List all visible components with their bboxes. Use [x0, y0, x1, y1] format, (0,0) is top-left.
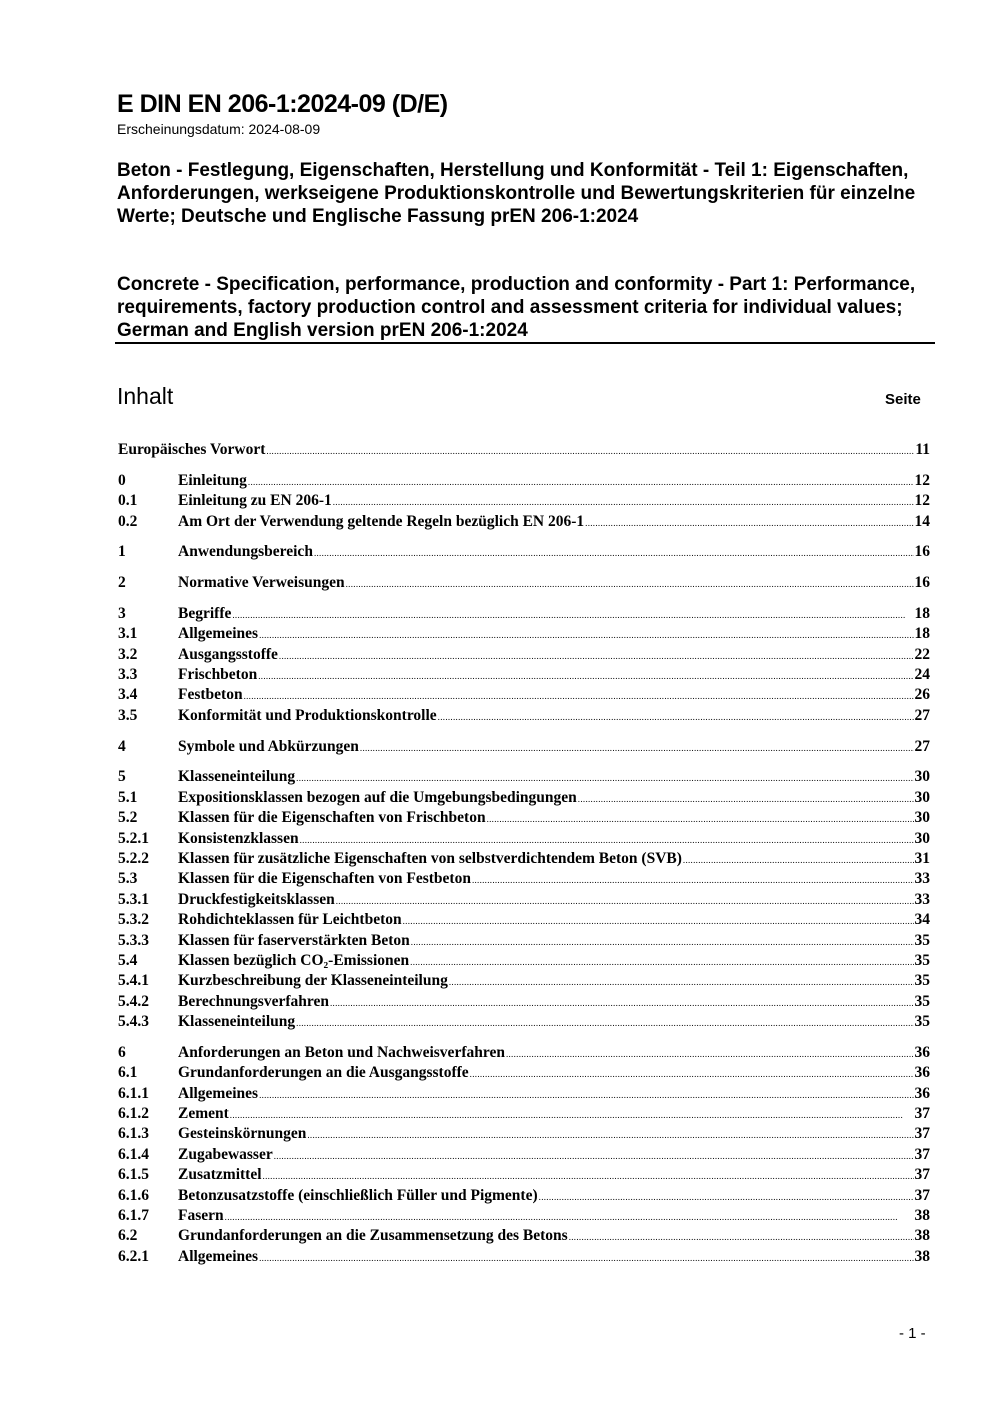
toc-entry-label: Einleitung zu EN 206-1	[178, 492, 332, 510]
toc-entry-page: 33	[914, 890, 930, 908]
toc-entry-page: 38	[914, 1207, 930, 1225]
toc-entry[interactable]	[118, 1043, 930, 1063]
title-divider	[115, 342, 935, 344]
toc-entry-number: 6.1.1	[118, 1084, 149, 1102]
toc-entry[interactable]	[118, 1012, 930, 1032]
toc-entry-label: Klassen für die Eigenschaften von Frischbeton	[178, 809, 486, 827]
toc-dot-leader	[578, 788, 914, 808]
toc-dot-leader	[296, 767, 913, 787]
toc-entry-page: 30	[914, 829, 930, 847]
toc-entry-label: Festbeton	[178, 686, 243, 704]
toc-entry[interactable]	[118, 624, 930, 644]
toc-entry-label: Normative Verweisungen	[178, 574, 345, 592]
toc-entry-number: 5.2.2	[118, 849, 149, 867]
table-of-contents	[118, 440, 930, 1267]
toc-dot-leader	[539, 1186, 914, 1206]
toc-dot-leader	[438, 706, 914, 726]
toc-entry[interactable]	[118, 808, 930, 828]
toc-entry-label: Konformität und Produktionskontrolle	[178, 706, 437, 724]
toc-entry-number: 6.1.2	[118, 1105, 149, 1123]
toc-entry-page: 38	[914, 1227, 930, 1245]
toc-entry[interactable]	[118, 1247, 930, 1267]
toc-entry-page: 31	[914, 849, 930, 867]
toc-entry-page: 33	[914, 870, 930, 888]
toc-entry-page: 37	[914, 1145, 930, 1163]
toc-entry-number: 6.1	[118, 1064, 138, 1082]
toc-entry[interactable]	[118, 1186, 930, 1206]
toc-entry-number: 3.4	[118, 686, 138, 704]
title-german: Beton - Festlegung, Eigenschaften, Herstellung und Konformität - Teil 1: Eigenschaften, Anforderungen, werkseigene Produktionskontrolle und Bewertungskriterien für einzelne Werte; Deutsche und Englische Fassung prEN 206-1:2024	[117, 160, 916, 227]
toc-entry[interactable]	[118, 971, 930, 991]
toc-dot-leader	[410, 951, 913, 971]
toc-entry[interactable]	[118, 1226, 930, 1246]
toc-entry[interactable]	[118, 737, 930, 757]
toc-entry-number: 6.2.1	[118, 1247, 149, 1265]
toc-group	[118, 767, 930, 1032]
document-id: E DIN EN 206-1:2024-09 (D/E)	[117, 90, 448, 118]
toc-entry-label: Symbole und Abkürzungen	[178, 737, 359, 755]
toc-entry-number: 5.4	[118, 951, 138, 969]
toc-entry-page: 12	[914, 471, 930, 489]
toc-entry[interactable]	[118, 706, 930, 726]
toc-dot-leader	[263, 1165, 914, 1185]
toc-entry-page: 18	[914, 604, 930, 622]
toc-entry-label: Anwendungsbereich	[178, 543, 313, 561]
toc-entry[interactable]	[118, 440, 930, 460]
toc-entry-label: Allgemeines	[178, 1247, 259, 1265]
toc-entry[interactable]	[118, 869, 930, 889]
toc-entry-label: Druckfestigkeitsklassen	[178, 890, 335, 908]
toc-entry-label: Klasseneinteilung	[178, 768, 296, 786]
toc-entry-number: 3.2	[118, 645, 138, 663]
toc-entry-page: 30	[914, 788, 930, 806]
toc-entry-label: Europäisches Vorwort	[118, 441, 266, 458]
toc-entry-page: 18	[914, 625, 930, 643]
toc-entry-page: 30	[914, 809, 930, 827]
toc-dot-leader	[683, 849, 914, 869]
toc-dot-leader	[230, 1104, 914, 1124]
toc-entry-label: Klasseneinteilung	[178, 1013, 296, 1031]
toc-entry-label: Klassen für zusätzliche Eigenschaften von selbstverdichtendem Beton (SVB)	[178, 849, 682, 867]
toc-entry-page: 35	[914, 931, 930, 949]
toc-dot-leader	[411, 931, 914, 951]
toc-dot-leader	[403, 910, 914, 930]
toc-heading: Inhalt	[117, 383, 174, 409]
toc-entry-number: 5.3.2	[118, 911, 149, 929]
toc-dot-leader	[307, 1124, 913, 1144]
toc-entry-label: Grundanforderungen an die Zusammensetzung des Betons	[178, 1227, 568, 1245]
toc-entry-number: 0.1	[118, 492, 138, 510]
toc-entry-page: 12	[914, 492, 930, 510]
toc-entry-number: 6	[118, 1043, 126, 1061]
toc-entry-label: Begriffe	[178, 604, 232, 622]
toc-entry-number: 5.4.3	[118, 1013, 149, 1031]
toc-entry-label: Klassen bezüglich CO₂-Emissionen	[178, 951, 410, 969]
toc-entry-number: 5.3	[118, 870, 138, 888]
toc-dot-leader	[274, 1145, 914, 1165]
page-number: - 1 -	[899, 1325, 926, 1342]
toc-entry-number: 5.2.1	[118, 829, 149, 847]
toc-group	[118, 737, 930, 757]
toc-dot-leader	[232, 604, 913, 624]
toc-entry-number: 0	[118, 471, 126, 489]
toc-entry-label: Fasern	[178, 1207, 224, 1225]
toc-dot-leader	[258, 665, 913, 685]
toc-entry-page: 16	[914, 574, 930, 592]
toc-dot-leader	[487, 808, 914, 828]
toc-entry-page: 14	[914, 512, 930, 530]
toc-entry-label: Rohdichteklassen für Leichtbeton	[178, 911, 402, 929]
toc-entry-number: 5.4.1	[118, 972, 149, 990]
toc-entry-page: 36	[914, 1084, 930, 1102]
toc-entry[interactable]	[118, 910, 930, 930]
toc-entry[interactable]	[118, 1084, 930, 1104]
toc-entry[interactable]	[118, 1124, 930, 1144]
toc-entry-page: 27	[914, 737, 930, 755]
toc-entry-label: Zusatzmittel	[178, 1166, 262, 1184]
toc-entry-page: 26	[914, 686, 930, 704]
toc-entry-label: Konsistenzklassen	[178, 829, 299, 847]
toc-entry-page: 24	[914, 666, 930, 684]
toc-dot-leader	[506, 1043, 914, 1063]
toc-entry-number: 5.3.3	[118, 931, 149, 949]
toc-dot-leader	[296, 1012, 913, 1032]
toc-group	[118, 573, 930, 593]
toc-entry-label: Zement	[178, 1105, 229, 1123]
toc-entry-page: 35	[914, 951, 930, 969]
toc-entry-page: 37	[914, 1105, 930, 1123]
toc-entry[interactable]	[118, 849, 930, 869]
toc-entry-number: 6.1.3	[118, 1125, 149, 1143]
toc-entry[interactable]	[118, 512, 930, 532]
toc-entry[interactable]	[118, 767, 930, 787]
toc-dot-leader	[314, 542, 914, 562]
toc-entry-number: 5	[118, 768, 126, 786]
toc-entry[interactable]	[118, 788, 930, 808]
toc-entry[interactable]	[118, 471, 930, 491]
toc-entry-number: 2	[118, 574, 126, 592]
toc-entry[interactable]	[118, 542, 930, 562]
toc-entry-label: Frischbeton	[178, 666, 258, 684]
toc-entry-number: 4	[118, 737, 126, 755]
toc-entry-label: Am Ort der Verwendung geltende Regeln bezüglich EN 206-1	[178, 512, 585, 530]
toc-entry-number: 5.1	[118, 788, 138, 806]
toc-entry-number: 6.1.4	[118, 1145, 149, 1163]
toc-entry-label: Anforderungen an Beton und Nachweisverfahren	[178, 1043, 505, 1061]
toc-entry-page: 30	[914, 768, 930, 786]
toc-entry-page: 37	[914, 1125, 930, 1143]
toc-group	[118, 604, 930, 726]
toc-dot-leader	[259, 1084, 913, 1104]
toc-entry-number: 3	[118, 604, 126, 622]
toc-entry-label: Betonzusatzstoffe (einschließlich Füller und Pigmente)	[178, 1186, 538, 1204]
toc-entry-page: 22	[914, 645, 930, 663]
toc-entry[interactable]	[118, 573, 930, 593]
toc-entry[interactable]	[118, 665, 930, 685]
toc-entry-page: 36	[914, 1043, 930, 1061]
toc-entry-label: Berechnungsverfahren	[178, 992, 329, 1010]
toc-entry[interactable]	[118, 604, 930, 624]
toc-dot-leader	[346, 573, 914, 593]
toc-entry-label: Zugabewasser	[178, 1145, 273, 1163]
toc-entry-label: Einleitung	[178, 471, 247, 489]
toc-entry-page: 35	[914, 972, 930, 990]
toc-dot-leader	[472, 869, 914, 889]
toc-entry[interactable]	[118, 1165, 930, 1185]
toc-entry-page: 37	[914, 1186, 930, 1204]
toc-dot-leader	[449, 971, 914, 991]
toc-entry-page: 34	[914, 911, 930, 929]
toc-dot-leader	[360, 737, 914, 757]
toc-entry-label: Ausgangsstoffe	[178, 645, 278, 663]
toc-entry-number: 3.3	[118, 666, 138, 684]
toc-dot-leader	[244, 685, 914, 705]
toc-entry[interactable]	[118, 890, 930, 910]
page-column-label: Seite	[885, 391, 921, 408]
toc-group	[118, 471, 930, 532]
toc-dot-leader	[585, 512, 913, 532]
toc-entry-number: 1	[118, 543, 126, 561]
toc-entry-label: Grundanforderungen an die Ausgangsstoffe	[178, 1064, 469, 1082]
toc-dot-leader	[569, 1226, 914, 1246]
toc-entry-label: Klassen für faserverstärkten Beton	[178, 931, 410, 949]
toc-dot-leader	[259, 1247, 913, 1267]
toc-entry-number: 6.2	[118, 1227, 138, 1245]
toc-entry[interactable]	[118, 685, 930, 705]
toc-entry-number: 3.5	[118, 706, 138, 724]
toc-dot-leader	[266, 440, 914, 460]
toc-dot-leader	[225, 1206, 914, 1226]
toc-entry-label: Gesteinskörnungen	[178, 1125, 307, 1143]
toc-entry[interactable]	[118, 829, 930, 849]
toc-entry-page: 38	[914, 1247, 930, 1265]
toc-entry[interactable]	[118, 1145, 930, 1165]
toc-entry-number: 0.2	[118, 512, 138, 530]
toc-entry-page: 37	[914, 1166, 930, 1184]
toc-entry-label: Expositionsklassen bezogen auf die Umgebungsbedingungen	[178, 788, 577, 806]
toc-entry-number: 6.1.6	[118, 1186, 149, 1204]
toc-entry-number: 6.1.7	[118, 1207, 149, 1225]
toc-entry-label: Allgemeines	[178, 1084, 259, 1102]
toc-dot-leader	[333, 491, 914, 511]
toc-group	[118, 440, 930, 460]
toc-entry[interactable]	[118, 645, 930, 665]
toc-entry-number: 3.1	[118, 625, 138, 643]
toc-group	[118, 542, 930, 562]
toc-entry-number: 6.1.5	[118, 1166, 149, 1184]
toc-entry-page: 16	[914, 543, 930, 561]
toc-entry[interactable]	[118, 951, 930, 971]
toc-entry[interactable]	[118, 491, 930, 511]
toc-dot-leader	[330, 992, 914, 1012]
toc-dot-leader	[336, 890, 914, 910]
title-english: Concrete - Specification, performance, production and conformity - Part 1: Performance, requirements, factory production control and assessment criteria for individual values; German and English version prEN 206-1:2024	[117, 274, 916, 341]
toc-entry-page: 35	[914, 1013, 930, 1031]
toc-entry[interactable]	[118, 992, 930, 1012]
toc-entry-page: 11	[915, 441, 930, 458]
toc-dot-leader	[259, 624, 913, 644]
toc-entry-number: 5.4.2	[118, 992, 149, 1010]
toc-entry-page: 27	[914, 706, 930, 724]
toc-entry[interactable]	[118, 1104, 930, 1124]
toc-entry[interactable]	[118, 1063, 930, 1083]
toc-dot-leader	[279, 645, 914, 665]
toc-entry-label: Kurzbeschreibung der Klasseneinteilung	[178, 972, 448, 990]
toc-entry[interactable]	[118, 931, 930, 951]
issue-date: Erscheinungsdatum: 2024-08-09	[117, 121, 321, 137]
toc-entry-page: 35	[914, 992, 930, 1010]
toc-dot-leader	[470, 1063, 914, 1083]
toc-entry-label: Klassen für die Eigenschaften von Festbeton	[178, 870, 471, 888]
toc-entry[interactable]	[118, 1206, 930, 1226]
toc-dot-leader	[300, 829, 914, 849]
toc-entry-label: Allgemeines	[178, 625, 259, 643]
toc-dot-leader	[248, 471, 914, 491]
toc-entry-number: 5.3.1	[118, 890, 149, 908]
toc-entry-page: 36	[914, 1064, 930, 1082]
toc-entry-number: 5.2	[118, 809, 138, 827]
toc-group	[118, 1043, 930, 1267]
